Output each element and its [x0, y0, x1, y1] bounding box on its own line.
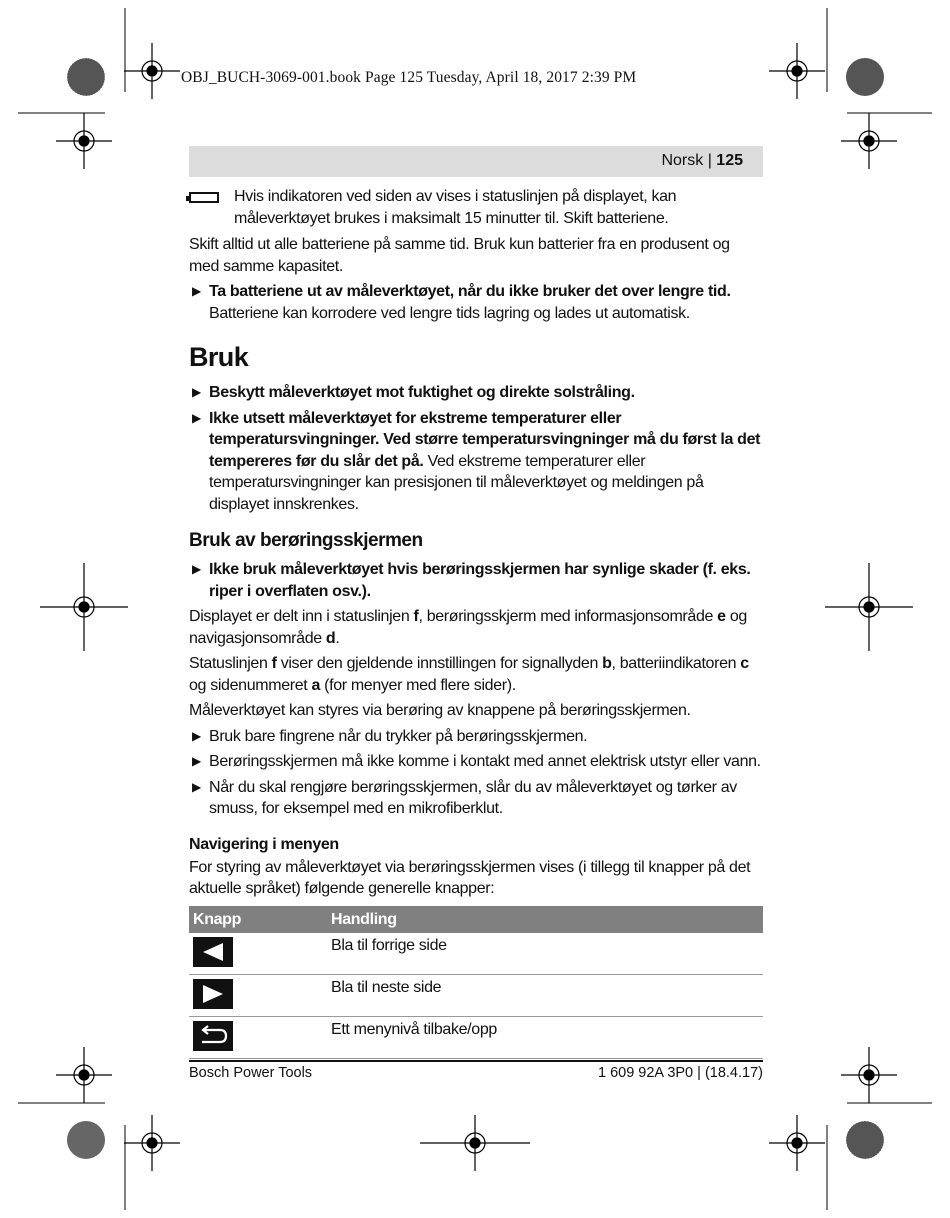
touch-bullet-text: Når du skal rengjøre berøringsskjermen, slår du av måleverktøyet og tørker av smuss, for eksempel med en mikrofiberklut. — [209, 778, 737, 817]
text-span: Statuslinjen — [189, 655, 272, 672]
text-span: viser den gjeldende innstillingen for signallyden — [276, 655, 603, 672]
battery-note — [189, 186, 763, 229]
text-span: , berøringsskjerm med informasjonsområde — [418, 608, 718, 625]
bullet-triangle-icon: ▶ — [192, 728, 201, 743]
text-span: Displayet er delt inn i statuslinjen — [189, 608, 414, 625]
nav-intro: For styring av måleverktøyet via berøringsskjermen vises (i tillegg til knapper på det aktuelle språket) følgende generelle knapper: — [189, 858, 751, 897]
bullet-triangle-icon: ▶ — [192, 385, 201, 399]
table-cell-action: Bla til forrige side — [327, 933, 763, 975]
table-header-knapp: Knapp — [189, 906, 327, 934]
bullet-triangle-icon: ▶ — [192, 284, 201, 298]
battery-paragraph: Skift alltid ut alle batteriene på samme tid. Bruk kun batterier fra en produsent og med samme kapasitet. — [189, 236, 730, 275]
touch-paragraph-3: Måleverktøyet kan styres via berøring av knappene på berøringsskjermen. — [189, 702, 691, 719]
button-table — [189, 906, 763, 1060]
bruk-bullet-2 — [189, 408, 763, 516]
text-span: og sidenummeret — [189, 676, 312, 694]
ref-b: b — [602, 655, 612, 672]
touch-warning-text: Ikke bruk måleverktøyet hvis berøringsskjermen har synlige skader (f. eks. riper i overflaten osv.). — [209, 561, 751, 600]
touch-bullet — [189, 751, 763, 773]
text-span: og navigasjonsområde — [189, 608, 747, 647]
section-title-touch: Bruk av berøringsskjermen — [189, 530, 423, 551]
table-cell-action: Ett menynivå tilbake/opp — [327, 1017, 763, 1059]
bullet-triangle-icon: ▶ — [192, 562, 201, 576]
next-page-icon — [193, 979, 233, 1009]
ref-e: e — [717, 608, 726, 625]
bullet-triangle-icon: ▶ — [192, 410, 201, 425]
section-title-nav: Navigering i menyen — [189, 835, 339, 853]
bruk-bullet-2-bold: Ikke utsett måleverktøyet for ekstreme temperaturer eller temperatursvingninger. Ved større temperatursvingninger må du først la det tempereres før du slår det på. — [209, 409, 761, 470]
table-row — [189, 975, 763, 1017]
bruk-bullet-2-text: Ved ekstreme temperaturer eller temperatursvingninger kan presisjonen til måleverktøyet og meldingen på displayet innskrenkes. — [209, 452, 704, 513]
section-title-bruk: Bruk — [189, 342, 249, 372]
previous-page-icon — [193, 937, 233, 967]
touch-paragraph-2 — [189, 653, 763, 696]
battery-bullet — [189, 281, 763, 324]
bullet-triangle-icon: ▶ — [192, 779, 201, 794]
page-content — [189, 186, 763, 1059]
touch-bullet-warning — [189, 559, 763, 602]
table-cell-action: Bla til neste side — [327, 975, 763, 1017]
table-row — [189, 933, 763, 975]
header-text — [661, 152, 743, 170]
text-span: (for menyer med flere sider). — [320, 676, 516, 694]
footer-doc-number: 1 609 92A 3P0 | (18.4.17) — [597, 1065, 763, 1081]
back-menu-icon — [193, 1021, 233, 1051]
text-span: . — [335, 629, 340, 647]
touch-paragraph-1 — [189, 606, 763, 649]
table-row — [189, 1017, 763, 1059]
header-separator: | — [703, 152, 717, 169]
table-header-row — [189, 906, 763, 934]
bruk-bullet-1 — [189, 382, 763, 404]
battery-bullet-text: Batteriene kan korrodere ved lengre tids lagring og lades ut automatisk. — [209, 304, 690, 322]
header-language: Norsk — [661, 152, 704, 169]
text-span: , batteriindikatoren — [611, 655, 741, 672]
ref-c: c — [740, 655, 749, 672]
running-header — [189, 146, 763, 177]
bruk-bullet-1-text: Beskytt måleverktøyet mot fuktighet og direkte solstråling. — [209, 384, 635, 401]
bullet-triangle-icon: ▶ — [192, 754, 201, 768]
footer-rule — [189, 1060, 763, 1062]
battery-bullet-bold: Ta batteriene ut av måleverktøyet, når du ikke bruker det over lengre tid. — [209, 283, 731, 300]
ref-a: a — [311, 676, 321, 694]
table-cell-icon — [189, 1017, 327, 1059]
battery-note-text: Hvis indikatoren ved siden av vises i statuslinjen på displayet, kan måleverktøyet brukes i maksimalt 15 minutter til. Skift batteriene. — [234, 188, 677, 227]
touch-bullet-text: Berøringsskjermen må ikke komme i kontakt med annet elektrisk utstyr eller vann. — [209, 753, 761, 770]
ref-f: f — [413, 608, 419, 625]
file-slug: OBJ_BUCH-3069-001.book Page 125 Tuesday, April 18, 2017 2:39 PM — [181, 69, 637, 86]
page-number: 125 — [716, 152, 743, 169]
touch-bullet-text: Bruk bare fingrene når du trykker på berøringsskjermen. — [209, 727, 588, 745]
table-header-handling: Handling — [327, 906, 763, 934]
touch-bullet — [189, 726, 763, 748]
touch-bullet — [189, 777, 763, 820]
battery-low-icon — [189, 192, 219, 203]
table-cell-icon — [189, 975, 327, 1017]
ref-d: d — [325, 629, 336, 647]
ref-f: f — [271, 655, 277, 672]
footer-brand: Bosch Power Tools — [189, 1065, 313, 1081]
table-cell-icon — [189, 933, 327, 975]
